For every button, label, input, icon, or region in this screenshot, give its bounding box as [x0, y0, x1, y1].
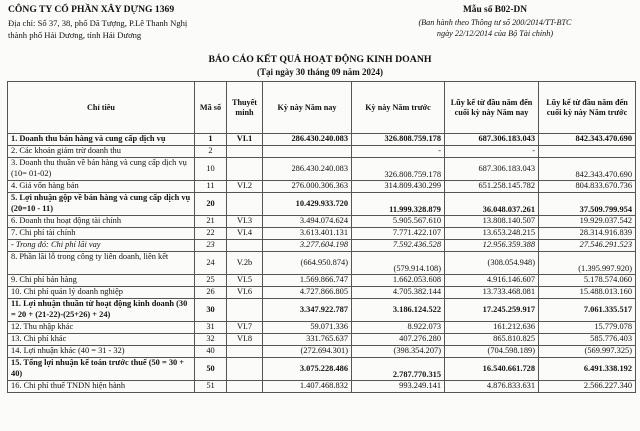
row-ytd-prev: 7.061.335.517 [539, 299, 636, 322]
row-note: V.2b [227, 252, 263, 275]
row-q-prev: 5.905.567.610 [352, 216, 445, 228]
row-ytd-prev: 842.343.470.690 [539, 158, 636, 181]
row-label: 11. Lợi nhuận thuần từ hoạt động kinh doanh (30 = 20 + (21-22)-(25+26) + 24) [8, 299, 195, 322]
row-code: 23 [195, 240, 227, 252]
row-label: 16. Chi phí thuế TNDN hiện hành [8, 381, 195, 393]
row-q-prev: 4.705.382.144 [352, 287, 445, 299]
row-ytd-prev: 804.833.670.736 [539, 181, 636, 193]
income-statement-table [7, 81, 636, 393]
table-row [8, 287, 636, 299]
row-ytd-prev: 842.343.470.690 [539, 134, 636, 146]
row-label: 14. Lợi nhuận khác (40 = 31 - 32) [8, 346, 195, 358]
table-row [8, 381, 636, 393]
row-note [227, 299, 263, 322]
table-row [8, 158, 636, 181]
row-note [227, 146, 263, 158]
row-q-prev: 11.999.328.879 [352, 193, 445, 216]
table-row [8, 358, 636, 381]
row-ytd-prev: 2.566.227.340 [539, 381, 636, 393]
row-code: 25 [195, 275, 227, 287]
row-q-prev: 1.662.053.608 [352, 275, 445, 287]
col-header-q-current: Kỳ này Năm nay [263, 82, 352, 134]
row-q-prev: 7.592.436.528 [352, 240, 445, 252]
table-row [8, 299, 636, 322]
table-row [8, 240, 636, 252]
row-q-prev: 326.808.759.178 [352, 158, 445, 181]
row-note: VI.1 [227, 134, 263, 146]
row-ytd-current: 687.306.183.043 [445, 134, 539, 146]
row-ytd-current: (308.054.948) [445, 252, 539, 275]
row-ytd-prev: 15.488.013.160 [539, 287, 636, 299]
row-label: 7. Chi phí tài chính [8, 228, 195, 240]
row-q-prev: 2.787.770.315 [352, 358, 445, 381]
row-ytd-current: 13.653.248.215 [445, 228, 539, 240]
row-q-prev: 407.276.280 [352, 334, 445, 346]
row-note [227, 240, 263, 252]
table-header-row [8, 82, 636, 134]
row-ytd-current: - [445, 146, 539, 158]
row-ytd-prev: 585.776.403 [539, 334, 636, 346]
row-ytd-current: 16.540.661.728 [445, 358, 539, 381]
col-header-ytd-current: Lũy kế từ đầu năm đến cuối kỳ này Năm nay [445, 82, 539, 134]
table-row [8, 275, 636, 287]
form-note-line1: (Ban hành theo Thông tư số 200/2014/TT-BTC [418, 17, 572, 27]
row-ytd-current: 13.733.468.081 [445, 287, 539, 299]
row-code: 1 [195, 134, 227, 146]
row-code: 50 [195, 358, 227, 381]
row-ytd-current: 651.258.145.782 [445, 181, 539, 193]
report-subtitle: (Tại ngày 30 tháng 09 năm 2024) [256, 67, 383, 77]
row-q-current: 3.613.401.131 [263, 228, 352, 240]
row-q-current: 10.429.933.720 [263, 193, 352, 216]
row-code: 20 [195, 193, 227, 216]
row-label: 6. Doanh thu hoạt động tài chính [8, 216, 195, 228]
row-ytd-current: 161.212.636 [445, 322, 539, 334]
table-row [8, 146, 636, 158]
row-q-current: 4.727.866.805 [263, 287, 352, 299]
row-q-current: (664.950.874) [263, 252, 352, 275]
row-q-current: 3.494.074.624 [263, 216, 352, 228]
row-ytd-prev: 5.178.574.060 [539, 275, 636, 287]
row-note [227, 381, 263, 393]
form-note-line2: ngày 22/12/2014 của Bộ Tài chính) [436, 28, 554, 38]
row-note: VI.8 [227, 334, 263, 346]
table-row [8, 346, 636, 358]
table-row [8, 322, 636, 334]
table-row [8, 181, 636, 193]
row-code: 51 [195, 381, 227, 393]
company-address-line1: Địa chỉ: Số 37, 38, phố Dã Tượng, P.Lê Thanh Nghị [8, 17, 188, 28]
row-code: 10 [195, 158, 227, 181]
row-ytd-prev: 27.546.291.523 [539, 240, 636, 252]
row-q-current: 59.071.336 [263, 322, 352, 334]
col-header-note: Thuyết minh [227, 82, 263, 134]
row-label: 15. Tổng lợi nhuận kế toán trước thuế (50 = 30 + 40) [8, 358, 195, 381]
col-header-q-prev: Kỳ này Năm trước [352, 82, 445, 134]
row-ytd-prev: 37.509.799.954 [539, 193, 636, 216]
row-label: 2. Các khoản giảm trừ doanh thu [8, 146, 195, 158]
row-code: 40 [195, 346, 227, 358]
row-label: 1. Doanh thu bán hàng và cung cấp dịch vụ [8, 134, 195, 146]
table-row [8, 134, 636, 146]
row-q-current: 286.430.240.083 [263, 134, 352, 146]
row-ytd-prev: (569.997.325) [539, 346, 636, 358]
row-ytd-current: 4.916.146.607 [445, 275, 539, 287]
row-q-prev: 7.771.422.107 [352, 228, 445, 240]
row-label: 3. Doanh thu thuần về bán hàng và cung cấp dịch vụ (10= 01-02) [8, 158, 195, 181]
row-label: 12. Thu nhập khác [8, 322, 195, 334]
company-name: CÔNG TY CỔ PHẦN XÂY DỰNG 1369 [8, 4, 175, 15]
row-label: 10. Chi phí quản lý doanh nghiệp [8, 287, 195, 299]
row-note [227, 346, 263, 358]
row-note: VI.3 [227, 216, 263, 228]
row-ytd-current: (704.598.189) [445, 346, 539, 358]
row-q-prev: - [352, 146, 445, 158]
row-note: VI.5 [227, 275, 263, 287]
row-label: 9. Chi phí bán hàng [8, 275, 195, 287]
row-ytd-current: 687.306.183.043 [445, 158, 539, 181]
row-q-current: 286.430.240.083 [263, 158, 352, 181]
row-note [227, 158, 263, 181]
row-q-current: 276.000.306.363 [263, 181, 352, 193]
row-note: VI.2 [227, 181, 263, 193]
col-header-code: Mã số [195, 82, 227, 134]
row-label: 5. Lợi nhuận gộp về bán hàng và cung cấp dịch vụ (20=10 - 11) [8, 193, 195, 216]
row-note [227, 193, 263, 216]
row-ytd-current: 17.245.259.917 [445, 299, 539, 322]
row-q-prev: 326.808.759.178 [352, 134, 445, 146]
table-row [8, 334, 636, 346]
row-code: 2 [195, 146, 227, 158]
row-note: VI.6 [227, 287, 263, 299]
row-q-prev: (398.354.207) [352, 346, 445, 358]
company-header [8, 4, 187, 42]
row-code: 32 [195, 334, 227, 346]
row-label: 13. Chi phí khác [8, 334, 195, 346]
row-note [227, 358, 263, 381]
report-title: BÁO CÁO KẾT QUẢ HOẠT ĐỘNG KINH DOANH [208, 54, 432, 65]
row-ytd-prev: 15.779.078 [539, 322, 636, 334]
row-q-prev: 8.922.073 [352, 322, 445, 334]
row-q-current [263, 146, 352, 158]
row-ytd-prev: 19.929.037.542 [539, 216, 636, 228]
row-label: 8. Phần lãi lỗ trong công ty liên doanh, liên kết [8, 252, 195, 275]
row-code: 26 [195, 287, 227, 299]
row-code: 21 [195, 216, 227, 228]
row-q-prev: (579.914.108) [352, 252, 445, 275]
row-q-prev: 314.809.430.299 [352, 181, 445, 193]
row-note: VI.4 [227, 228, 263, 240]
row-q-current: 3.347.922.787 [263, 299, 352, 322]
row-ytd-prev: 6.491.338.192 [539, 358, 636, 381]
row-ytd-current: 13.808.140.507 [445, 216, 539, 228]
row-label: - Trong đó: Chi phí lãi vay [8, 240, 195, 252]
row-code: 11 [195, 181, 227, 193]
row-ytd-prev: (1.395.997.920) [539, 252, 636, 275]
row-code: 31 [195, 322, 227, 334]
table-row [8, 216, 636, 228]
row-q-prev: 993.249.141 [352, 381, 445, 393]
row-q-current: 3.277.604.198 [263, 240, 352, 252]
row-q-current: 1.407.468.832 [263, 381, 352, 393]
form-code: Mẫu số B02-DN [462, 5, 528, 15]
col-header-item: Chỉ tiêu [8, 82, 195, 134]
row-ytd-current: 865.810.825 [445, 334, 539, 346]
row-label: 4. Giá vốn hàng bán [8, 181, 195, 193]
row-ytd-current: 12.956.359.388 [445, 240, 539, 252]
row-ytd-prev: 28.314.916.839 [539, 228, 636, 240]
row-code: 22 [195, 228, 227, 240]
row-q-current: 331.765.637 [263, 334, 352, 346]
row-ytd-prev [539, 146, 636, 158]
row-q-prev: 3.186.124.522 [352, 299, 445, 322]
row-q-current: (272.694.301) [263, 346, 352, 358]
table-row [8, 228, 636, 240]
row-code: 24 [195, 252, 227, 275]
row-ytd-current: 36.048.037.261 [445, 193, 539, 216]
row-ytd-current: 4.876.833.631 [445, 381, 539, 393]
form-header [370, 4, 620, 39]
row-note: VI.7 [227, 322, 263, 334]
col-header-ytd-prev: Lũy kế từ đầu năm đến cuối kỳ này Năm trước [539, 82, 636, 134]
table-row [8, 193, 636, 216]
row-q-current: 3.075.228.486 [263, 358, 352, 381]
company-address-line2: thành phố Hải Dương, tỉnh Hải Dương [8, 30, 142, 40]
row-code: 30 [195, 299, 227, 322]
row-q-current: 1.569.866.747 [263, 275, 352, 287]
table-row [8, 252, 636, 275]
